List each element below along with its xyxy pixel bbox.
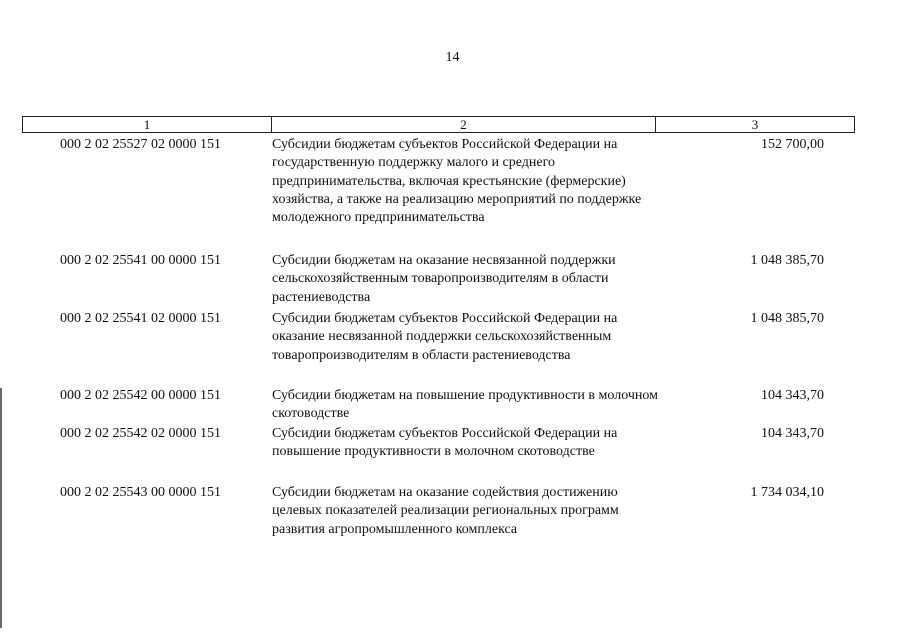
row-description: Субсидии бюджетам на оказание несвязанной поддержки сельскохозяйственным товаропроизводителям в области растениеводства bbox=[272, 253, 616, 305]
page-number: 14 bbox=[445, 50, 460, 65]
row-amount: 104 343,70 bbox=[761, 426, 824, 441]
row-description: Субсидии бюджетам субъектов Российской Федерации на государственную поддержку малого и среднего предпринимательства, включая крестьянские (фермерские) хозяйства, а также на реализацию мероприятий по поддержке молодежного предпринимательства bbox=[272, 137, 642, 226]
row-description: Субсидии бюджетам субъектов Российской Федерации на оказание несвязанной поддержки сельскохозяйственным товаропроизводителям в области растениеводства bbox=[272, 311, 618, 363]
budget-code: 000 2 02 25541 00 0000 151 bbox=[60, 253, 221, 268]
table-header bbox=[22, 116, 855, 133]
header-col-3: 3 bbox=[751, 117, 759, 132]
budget-code: 000 2 02 25542 02 0000 151 bbox=[60, 426, 221, 441]
row-description: Субсидии бюджетам субъектов Российской Федерации на повышение продуктивности в молочном скотоводстве bbox=[272, 426, 618, 460]
row-description: Субсидии бюджетам на повышение продуктивности в молочном скотоводстве bbox=[272, 388, 658, 422]
header-col-2: 2 bbox=[272, 117, 656, 132]
header-col-1: 1 bbox=[23, 117, 272, 132]
row-amount: 1 048 385,70 bbox=[750, 311, 824, 326]
row-amount: 104 343,70 bbox=[761, 388, 824, 403]
budget-code: 000 2 02 25541 02 0000 151 bbox=[60, 311, 221, 326]
row-amount: 1 048 385,70 bbox=[750, 253, 824, 268]
budget-code: 000 2 02 25527 02 0000 151 bbox=[60, 137, 221, 152]
row-amount: 1 734 034,10 bbox=[750, 485, 824, 500]
budget-code: 000 2 02 25542 00 0000 151 bbox=[60, 388, 221, 403]
scan-edge-mark bbox=[0, 388, 2, 628]
row-amount: 152 700,00 bbox=[761, 137, 824, 152]
row-description: Субсидии бюджетам на оказание содействия достижению целевых показателей реализации региональных программ развития агропромышленного комплекса bbox=[272, 485, 619, 537]
budget-code: 000 2 02 25543 00 0000 151 bbox=[60, 485, 221, 500]
